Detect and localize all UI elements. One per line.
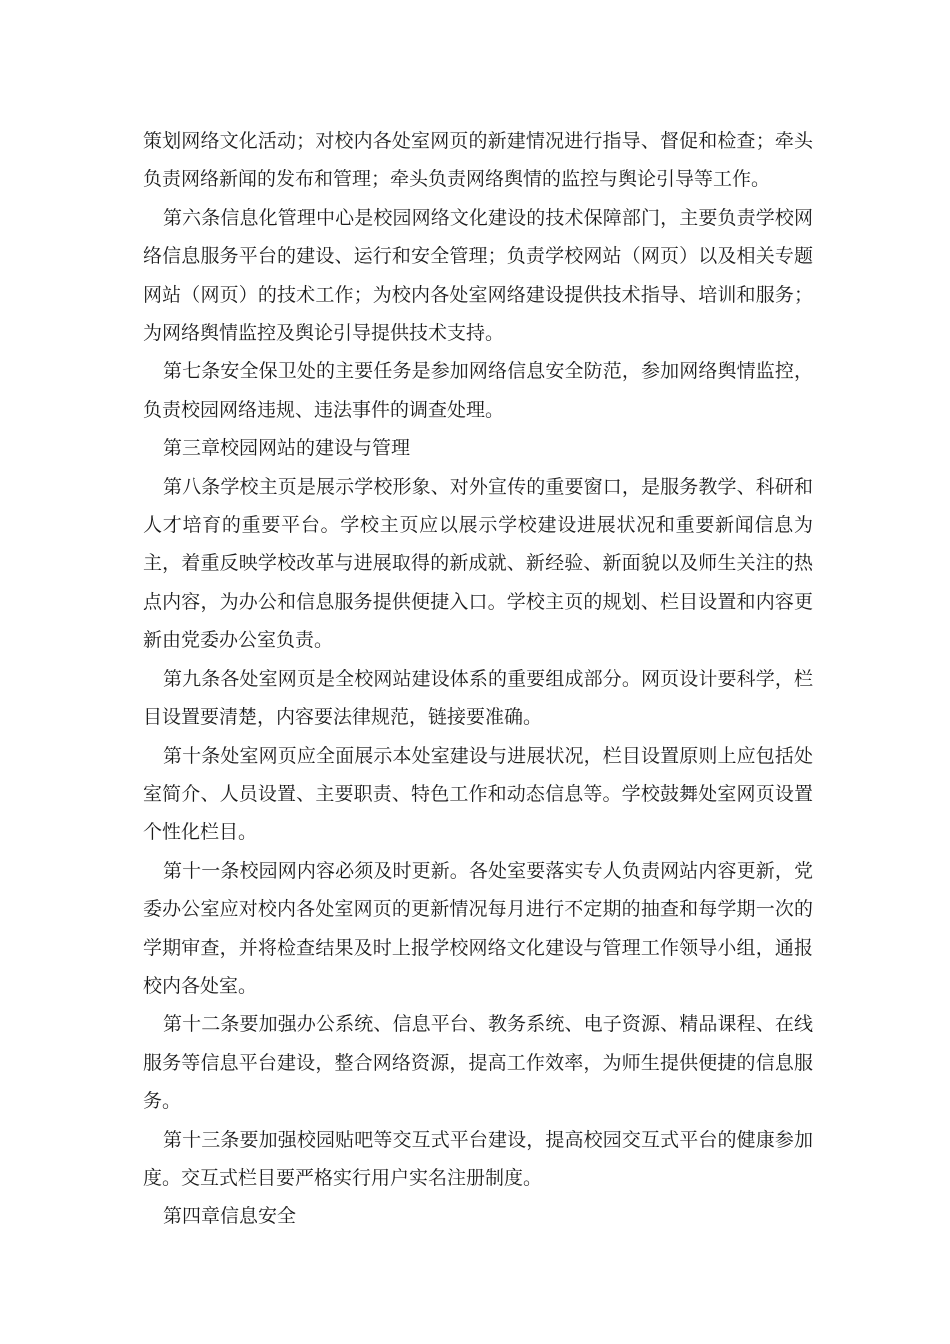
paragraph-article-8: 第八条学校主页是展示学校形象、对外宣传的重要窗口，是服务教学、科研和人才培育的重要平台。学校主页应以展示学校建设进展状况和重要新闻信息为主，着重反映学校改革与进展取得的新成就、新经验、新面貌以及师生关注的热点内容，为办公和信息服务提供便捷入口。学校主页的规划、栏目设置和内容更新由党委办公室负责。 [143, 475, 813, 652]
paragraph-article-7: 第七条安全保卫处的主要任务是参加网络信息安全防范，参加网络舆情监控，负责校园网络违规、违法事件的调查处理。 [143, 360, 813, 421]
chapter-heading-4: 第四章信息安全 [163, 1205, 297, 1228]
paragraph-article-10: 第十条处室网页应全面展示本处室建设与进展状况，栏目设置原则上应包括处室简介、人员设置、主要职责、特色工作和动态信息等。学校鼓舞处室网页设置个性化栏目。 [143, 744, 813, 844]
chapter-heading-3: 第三章校园网站的建设与管理 [163, 437, 411, 460]
document-body [143, 122, 813, 1236]
paragraph-article-11: 第十一条校园网内容必须及时更新。各处室要落实专人负责网站内容更新，党委办公室应对校内各处室网页的更新情况每月进行不定期的抽查和每学期一次的学期审查，并将检查结果及时上报学校网络文化建设与管理工作领导小组，通报校内各处室。 [143, 859, 813, 997]
paragraph-article-12: 第十二条要加强办公系统、信息平台、教务系统、电子资源、精品课程、在线服务等信息平台建设，整合网络资源，提高工作效率，为师生提供便捷的信息服务。 [143, 1013, 813, 1113]
paragraph-article-9: 第九条各处室网页是全校网站建设体系的重要组成部分。网页设计要科学，栏目设置要清楚，内容要法律规范，链接要准确。 [143, 667, 813, 729]
paragraph-article-6: 第六条信息化管理中心是校园网络文化建设的技术保障部门，主要负责学校网络信息服务平台的建设、运行和安全管理；负责学校网站（网页）以及相关专题网站（网页）的技术工作；为校内各处室网络建设提供技术指导、培训和服务；为网络舆情监控及舆论引导提供技术支持。 [143, 206, 813, 345]
paragraph-article-13: 第十三条要加强校园贴吧等交互式平台建设，提高校园交互式平台的健康参加度。交互式栏目要严格实行用户实名注册制度。 [143, 1128, 813, 1189]
paragraph-continued: 策划网络文化活动；对校内各处室网页的新建情况进行指导、督促和检查；牵头负责网络新闻的发布和管理；牵头负责网络舆情的监控与舆论引导等工作。 [143, 130, 813, 191]
